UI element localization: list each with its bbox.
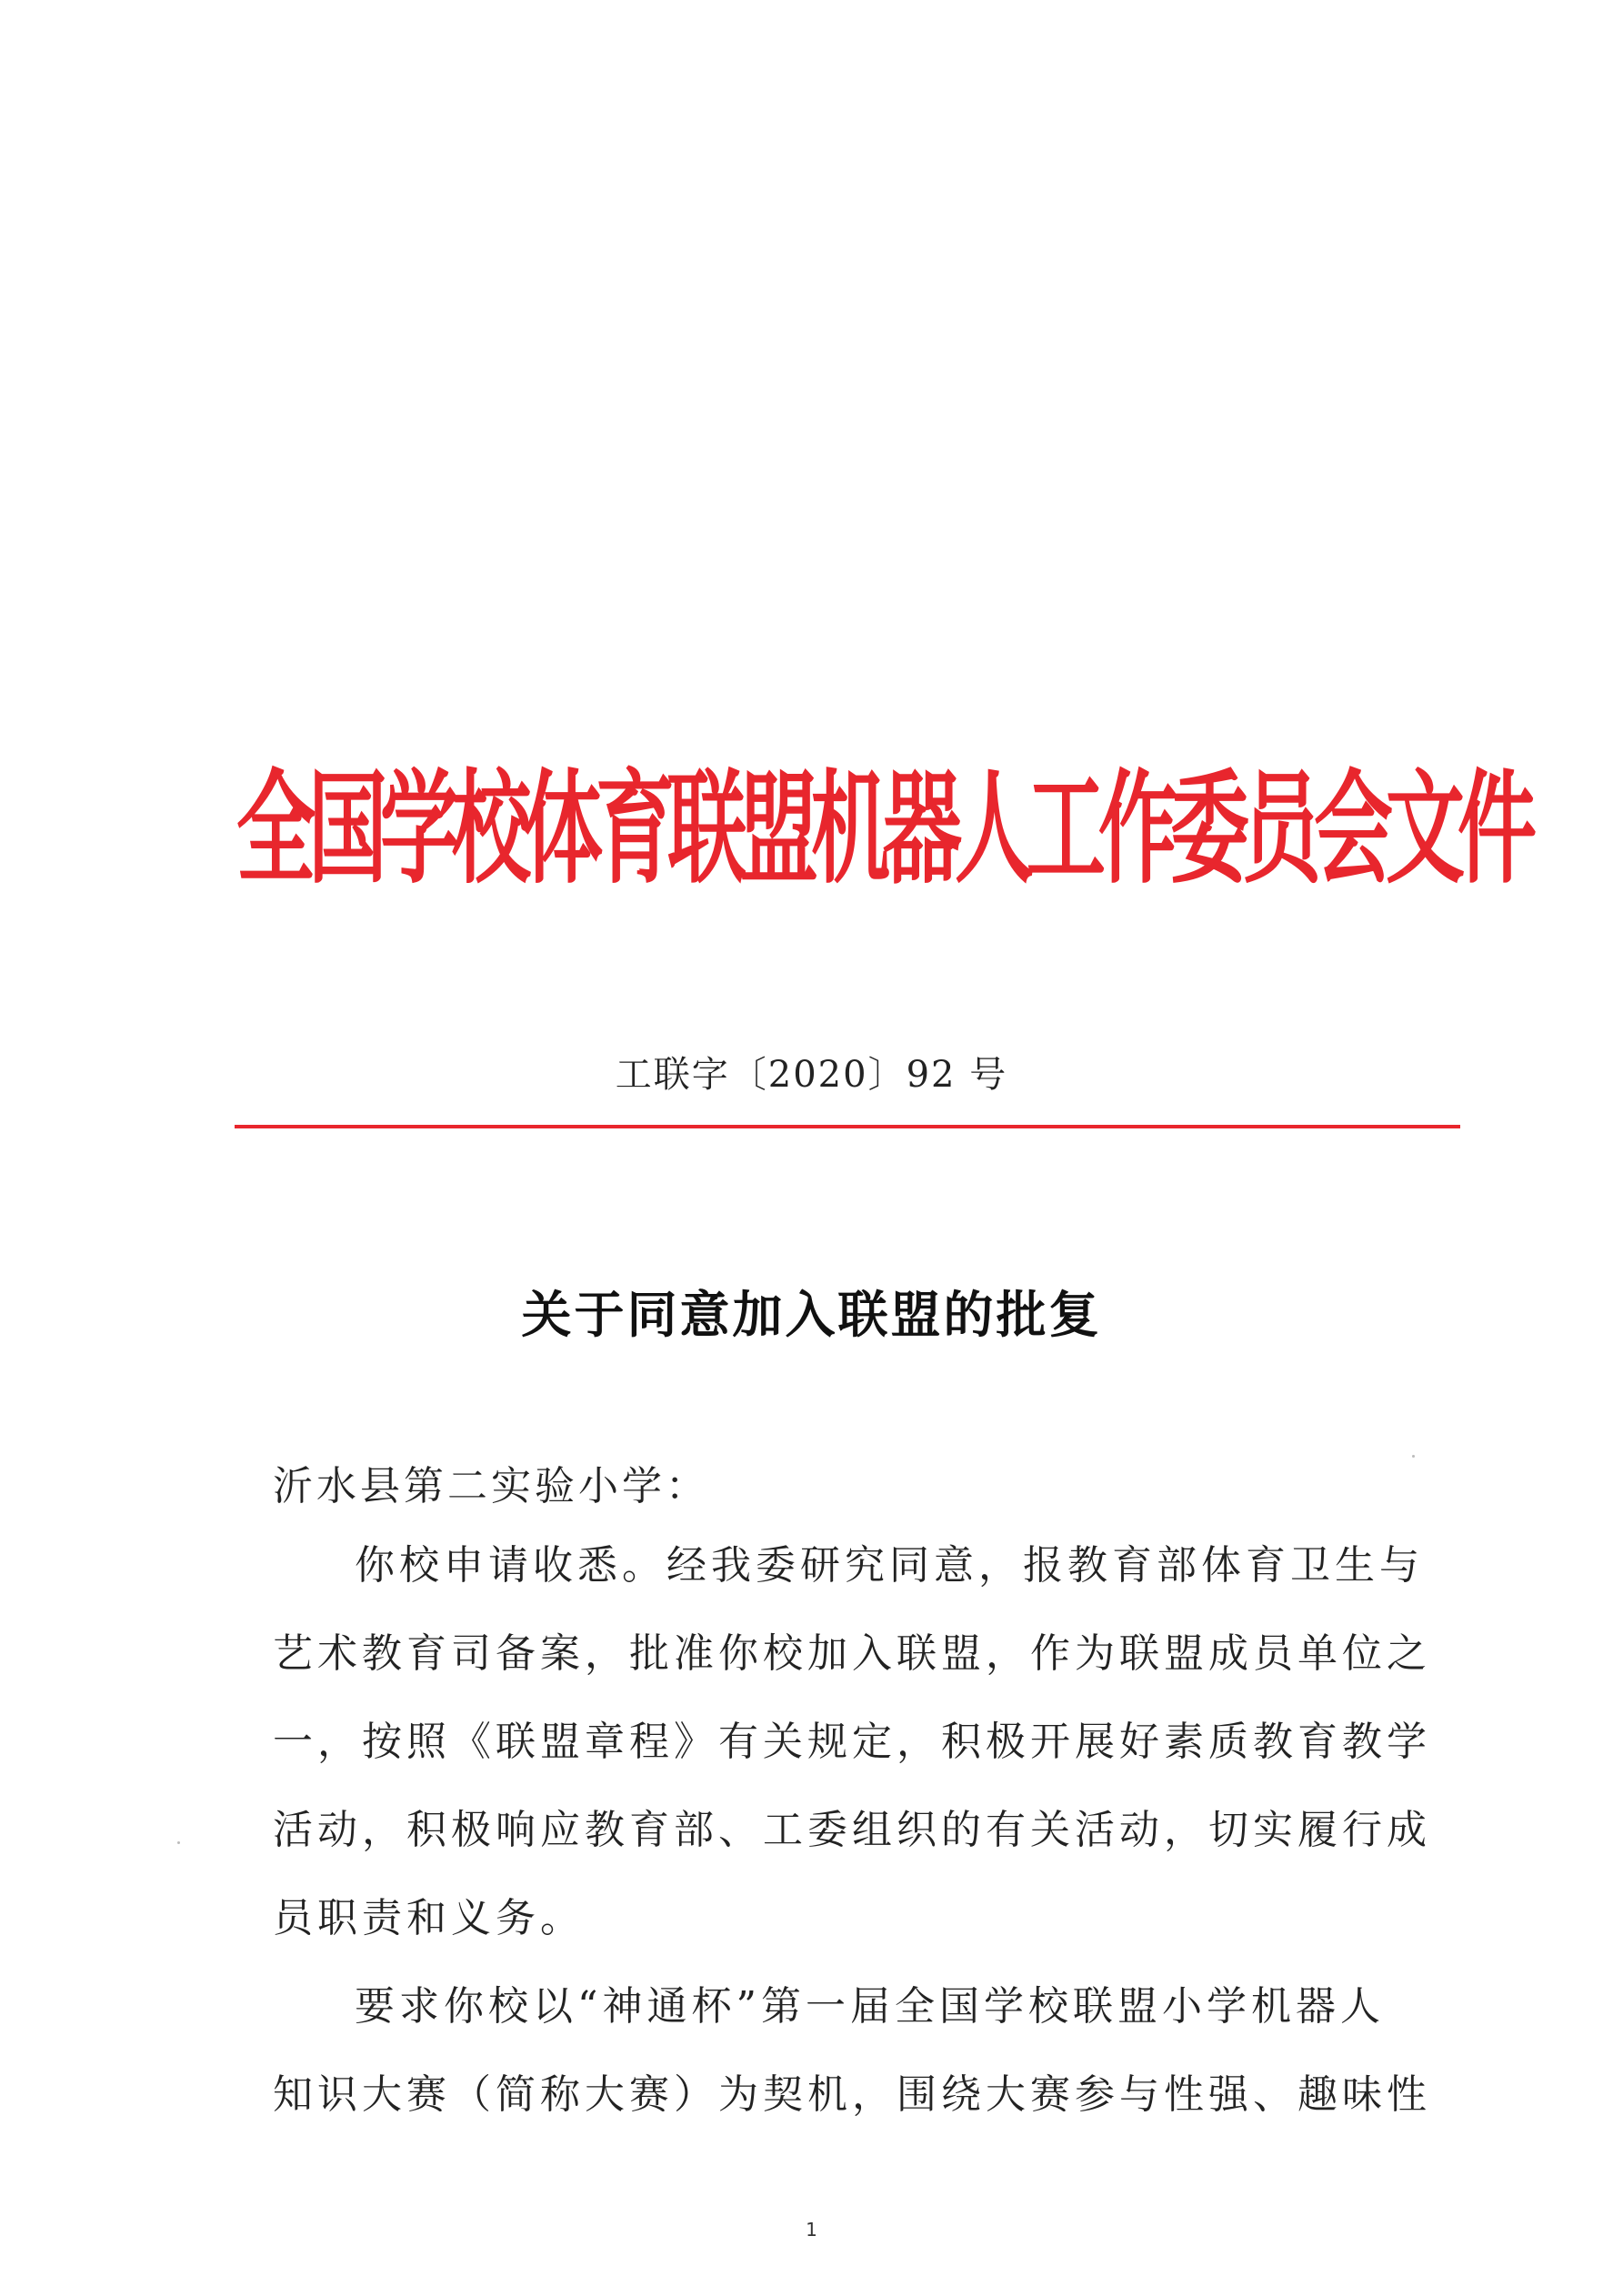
body-line: 活动，积极响应教育部、工委组织的有关活动，切实履行成 (273, 1807, 1431, 1853)
page-number: 1 (806, 2219, 817, 2241)
body-line: 要求你校以“神通杯”第一届全国学校联盟小学机器人 (355, 1983, 1385, 2030)
red-divider-rule (235, 1125, 1460, 1128)
scan-speck (1412, 1455, 1415, 1458)
body-line: 你校申请收悉。经我委研究同意，报教育部体育卫生与 (355, 1542, 1424, 1589)
org-header-title: 全国学校体育联盟机器人工作委员会文件 (236, 757, 1529, 901)
body-line: 员职责和义务。 (273, 1895, 585, 1941)
document-number: 工联字〔2020〕92 号 (615, 1054, 1008, 1096)
body-line: 知识大赛（简称大赛）为契机，围绕大赛参与性强、趣味性 (273, 2071, 1431, 2118)
document-title: 关于同意加入联盟的批复 (521, 1285, 1102, 1344)
body-line: 一，按照《联盟章程》有关规定，积极开展好素质教育教学 (273, 1719, 1431, 1765)
salutation: 沂水县第二实验小学： (273, 1463, 709, 1509)
body-line: 艺术教育司备案，批准你校加入联盟，作为联盟成员单位之 (273, 1630, 1431, 1677)
scan-speck (177, 1841, 180, 1844)
